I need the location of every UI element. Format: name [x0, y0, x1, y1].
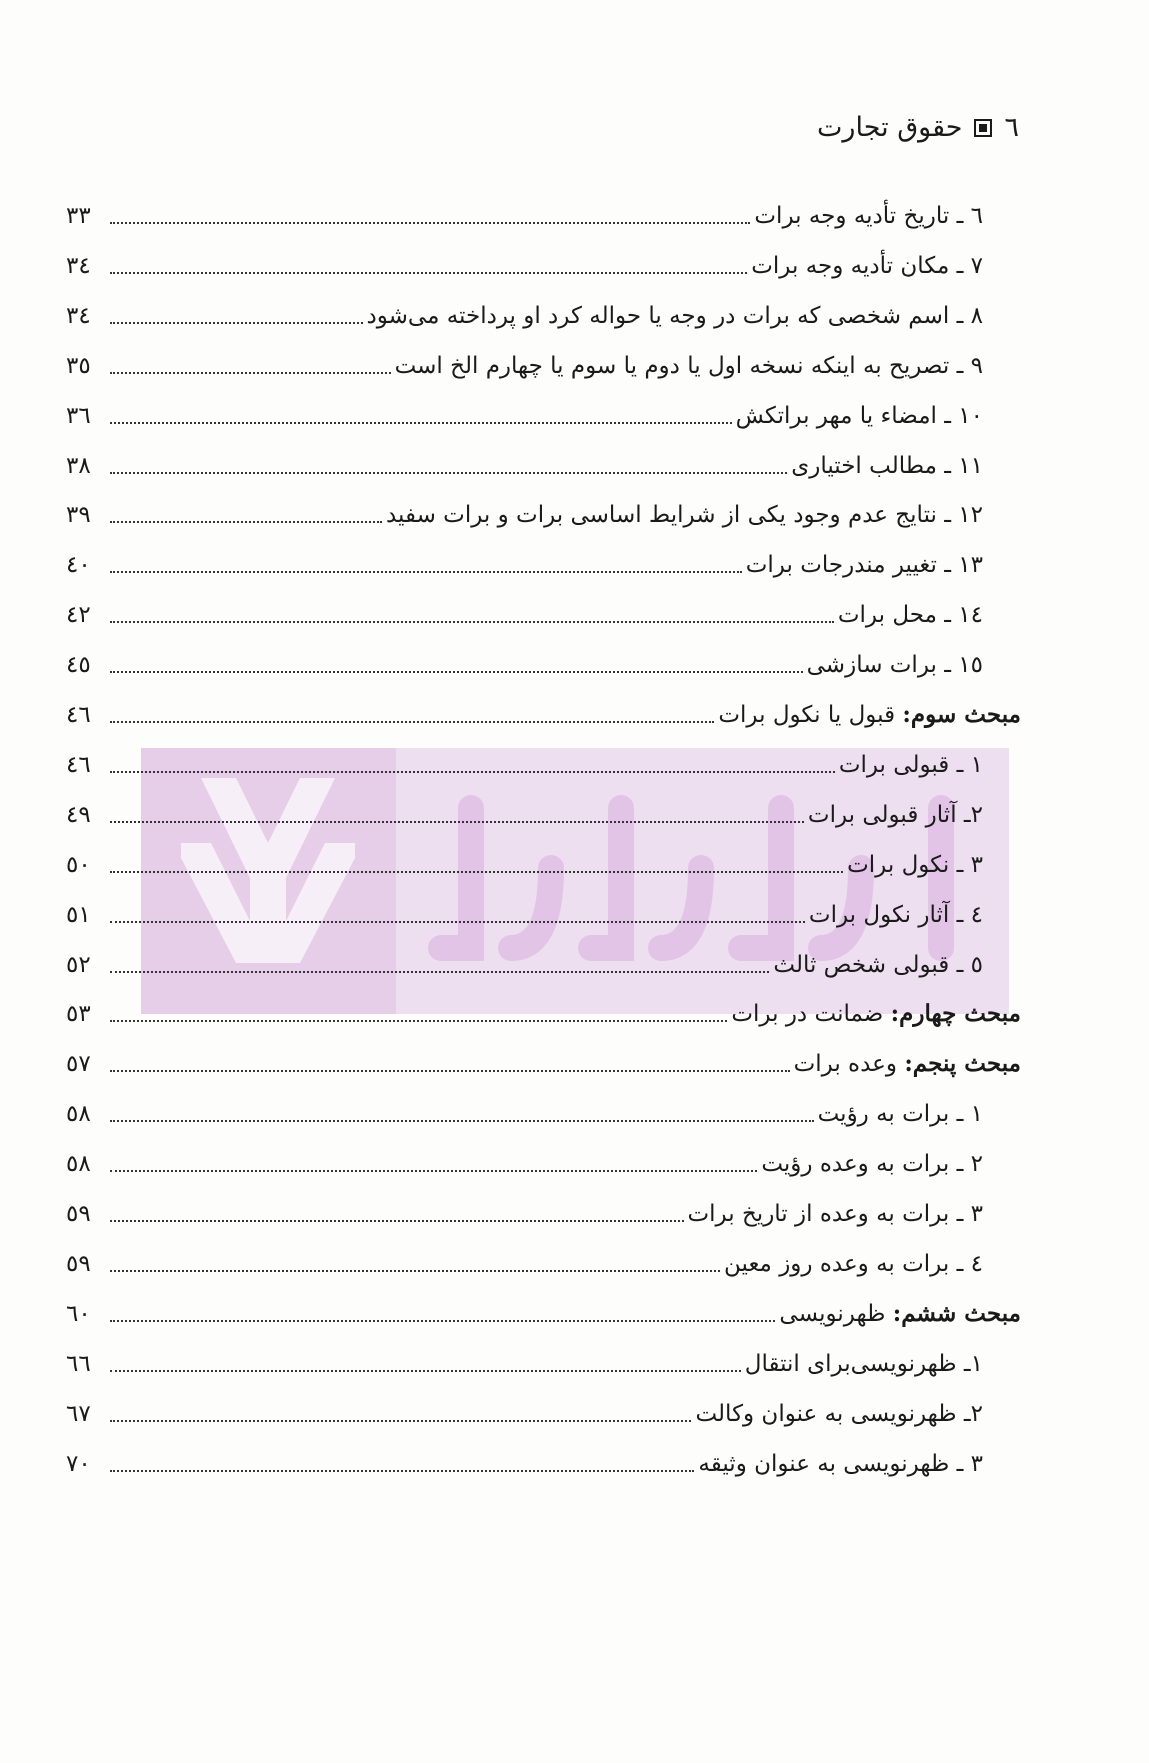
- toc-entry-title: [746, 549, 1021, 581]
- toc-entry-text: ٤ ـ برات به وعده روز معین: [724, 1250, 983, 1277]
- toc-leader-dots: [110, 520, 382, 523]
- toc-entry-title: [367, 300, 1021, 332]
- toc-entry-text: ضمانت در برات: [731, 1001, 891, 1028]
- toc-entry: [66, 1140, 1021, 1180]
- square-bullet-icon: [974, 119, 992, 137]
- toc-entry-title: [794, 1048, 1021, 1080]
- toc-page-number: ٤٦: [66, 751, 91, 778]
- toc-leader-dots: [110, 471, 787, 474]
- toc-page-number: ٦٧: [66, 1400, 91, 1427]
- toc-leader-dots: [110, 620, 834, 623]
- toc-entry-text: قبول یا نکول برات: [718, 702, 903, 728]
- toc-entry-title: [839, 749, 1021, 781]
- toc-entry: [66, 1240, 1021, 1280]
- toc-entry-text: ٣ ـ نکول برات: [847, 851, 983, 878]
- toc-entry-text: ١ـ ظهرنویسی‌برای انتقال: [744, 1350, 983, 1377]
- toc-page-number: ٥٢: [66, 951, 91, 978]
- toc-entry-text: ١١ ـ مطالب اختیاری: [791, 452, 983, 479]
- toc-leader-dots: [110, 820, 804, 823]
- toc-leader-dots: [110, 1319, 775, 1322]
- toc-leader-dots: [110, 1219, 684, 1222]
- toc-entry-text: ٦ ـ تاریخ تأدیه وجه برات: [754, 203, 983, 229]
- toc-section-entry: [66, 990, 1021, 1030]
- toc-page-number: ٤٥: [66, 652, 91, 679]
- toc-entry-title: [773, 949, 1021, 981]
- toc-leader-dots: [110, 1069, 790, 1072]
- toc-entry-title: [818, 1098, 1021, 1130]
- toc-leader-dots: [110, 1119, 814, 1122]
- toc-entry-title: [809, 899, 1021, 931]
- toc-page-number: ٥٩: [66, 1201, 91, 1227]
- toc-page-number: ٧٠: [66, 1450, 91, 1477]
- toc-section-label: مبحث سوم:: [902, 701, 1021, 728]
- toc-entry-title: [736, 400, 1021, 432]
- toc-entry-text: ٥ ـ قبولی شخص ثالث: [773, 951, 983, 978]
- toc-entry: [66, 541, 1021, 581]
- toc-entry: [66, 242, 1021, 282]
- toc-entry-title: [718, 699, 1021, 731]
- toc-page-number: ٣٦: [66, 402, 91, 429]
- toc-leader-dots: [110, 720, 714, 723]
- toc-entry-title: [808, 799, 1021, 831]
- toc-entry-text: ٢ـ ظهرنویسی به عنوان وکالت: [695, 1400, 983, 1427]
- toc-page-number: ٥٩: [66, 1250, 91, 1277]
- toc-page-number: ٤٢: [66, 602, 91, 629]
- toc-leader-dots: [110, 1269, 720, 1272]
- toc-entry-text: ١٤ ـ محل برات: [837, 602, 983, 629]
- toc-entry: [66, 442, 1021, 482]
- toc-entry-title: [724, 1248, 1021, 1280]
- toc-entry-title: [395, 350, 1021, 382]
- toc-entry: [66, 641, 1021, 681]
- toc-entry: [66, 292, 1021, 332]
- toc-entry: [66, 841, 1021, 881]
- toc-entry-title: [807, 649, 1021, 681]
- toc-entry-text: ١ ـ قبولی برات: [838, 751, 983, 778]
- toc-entry: [66, 1390, 1021, 1430]
- toc-leader-dots: [110, 271, 747, 274]
- toc-entry-text: ٢ ـ برات به وعده رؤیت: [761, 1151, 983, 1178]
- toc-page-number: ٣٣: [66, 203, 91, 229]
- toc-section-entry: [66, 691, 1021, 731]
- toc-entry-title: [386, 499, 1021, 531]
- toc-entry: [66, 342, 1021, 382]
- toc-leader-dots: [110, 1169, 757, 1172]
- toc-entry-title: [779, 1298, 1021, 1330]
- toc-section-label: مبحث چهارم:: [890, 1000, 1021, 1028]
- toc-page-number: ٥٠: [66, 851, 91, 878]
- toc-entry-title: [731, 998, 1021, 1030]
- toc-entry-title: [791, 450, 1021, 482]
- page-number: ٦: [1004, 112, 1019, 143]
- toc-leader-dots: [110, 1469, 694, 1472]
- toc-entry: [66, 1440, 1021, 1480]
- toc-entry: [66, 1090, 1021, 1130]
- toc-entry: [66, 791, 1021, 831]
- toc-entry-title: [695, 1398, 1021, 1430]
- toc-entry-title: [761, 1148, 1021, 1180]
- toc-entry: [66, 1190, 1021, 1230]
- toc-entry-text: ٣ ـ ظهرنویسی به عنوان وثیقه: [698, 1450, 983, 1477]
- toc-entry-text: ٨ ـ اسم شخصی که برات در وجه یا حواله کرد او پرداخته می‌شود: [366, 302, 983, 329]
- toc-leader-dots: [110, 321, 363, 324]
- toc-entry-title: [698, 1448, 1021, 1480]
- toc-section-label: مبحث ششم:: [892, 1299, 1021, 1327]
- toc-page-number: ٤٠: [66, 552, 91, 579]
- toc-entry: [66, 741, 1021, 781]
- toc-leader-dots: [110, 570, 742, 573]
- toc-entry: [66, 591, 1021, 631]
- toc-page-number: ٥٨: [66, 1151, 91, 1178]
- toc-entry: [66, 392, 1021, 432]
- toc-page-number: ٣٥: [66, 352, 91, 379]
- toc-page-number: ٣٩: [66, 502, 91, 529]
- toc-page-number: ٤٦: [66, 702, 91, 728]
- toc-page-number: ٣٤: [66, 252, 91, 279]
- toc-leader-dots: [110, 1369, 741, 1372]
- toc-section-entry: [66, 1290, 1021, 1330]
- toc-leader-dots: [110, 770, 835, 773]
- toc-entry-text: ٧ ـ مکان تأدیه وجه برات: [751, 252, 983, 279]
- toc-leader-dots: [110, 421, 732, 424]
- toc-leader-dots: [110, 870, 843, 873]
- toc-leader-dots: [110, 221, 750, 224]
- toc-entry: [66, 941, 1021, 981]
- toc-entry-text: ٢ـ آثار قبولی برات: [807, 801, 983, 828]
- toc-leader-dots: [110, 1019, 727, 1022]
- toc-leader-dots: [110, 371, 391, 374]
- toc-entry: [66, 491, 1021, 531]
- toc-entry-text: ١ ـ برات به رؤیت: [817, 1101, 983, 1128]
- toc-entry-text: وعده برات: [793, 1051, 905, 1078]
- toc-page-number: ٣٨: [66, 452, 91, 479]
- toc-page-number: ٦٦: [66, 1350, 91, 1377]
- toc-page-number: ٤٩: [66, 801, 91, 828]
- toc-entry-title: [745, 1348, 1021, 1380]
- toc-entry-title: [688, 1198, 1022, 1230]
- toc-entry-text: ٣ ـ برات به وعده از تاریخ برات: [687, 1201, 983, 1227]
- toc-entry-title: [754, 200, 1021, 232]
- toc-entry: [66, 192, 1021, 232]
- toc-page-number: ٥١: [66, 901, 91, 928]
- toc-page-number: ٦٠: [66, 1300, 91, 1327]
- toc-section-label: مبحث پنجم:: [904, 1050, 1021, 1078]
- toc-leader-dots: [110, 1419, 691, 1422]
- toc-entry-text: ١٠ ـ امضاء یا مهر براتکش: [735, 402, 983, 429]
- toc-page-number: ٥٣: [66, 1001, 91, 1028]
- toc-entry-text: ٤ ـ آثار نکول برات: [808, 901, 983, 928]
- toc-leader-dots: [110, 920, 805, 923]
- toc-entry-text: ظهرنویسی: [779, 1300, 893, 1327]
- toc-entry-title: [751, 250, 1021, 282]
- book-title: حقوق تجارت: [817, 112, 963, 143]
- toc-leader-dots: [110, 970, 769, 973]
- toc-entry-text: ٩ ـ تصریح به اینکه نسخه اول یا دوم یا سوم یا چهارم الخ است: [394, 352, 983, 379]
- toc-page-number: ٥٧: [66, 1051, 91, 1078]
- toc-page-number: ٣٤: [66, 302, 91, 329]
- page-header: [817, 112, 1019, 143]
- toc-entry-title: [847, 849, 1021, 881]
- toc-entry-text: ١٥ ـ برات سازشی: [806, 652, 983, 679]
- toc-entry-text: ١٢ ـ نتایج عدم وجود یکی از شرایط اساسی برات و برات سفید: [385, 502, 983, 529]
- toc-entry: [66, 1340, 1021, 1380]
- toc-entry: [66, 891, 1021, 931]
- toc-entry-text: ١٣ ـ تغییر مندرجات برات: [745, 552, 983, 579]
- toc-entry-title: [838, 599, 1021, 631]
- toc-page-number: ٥٨: [66, 1101, 91, 1128]
- toc-section-entry: [66, 1040, 1021, 1080]
- toc-leader-dots: [110, 670, 803, 673]
